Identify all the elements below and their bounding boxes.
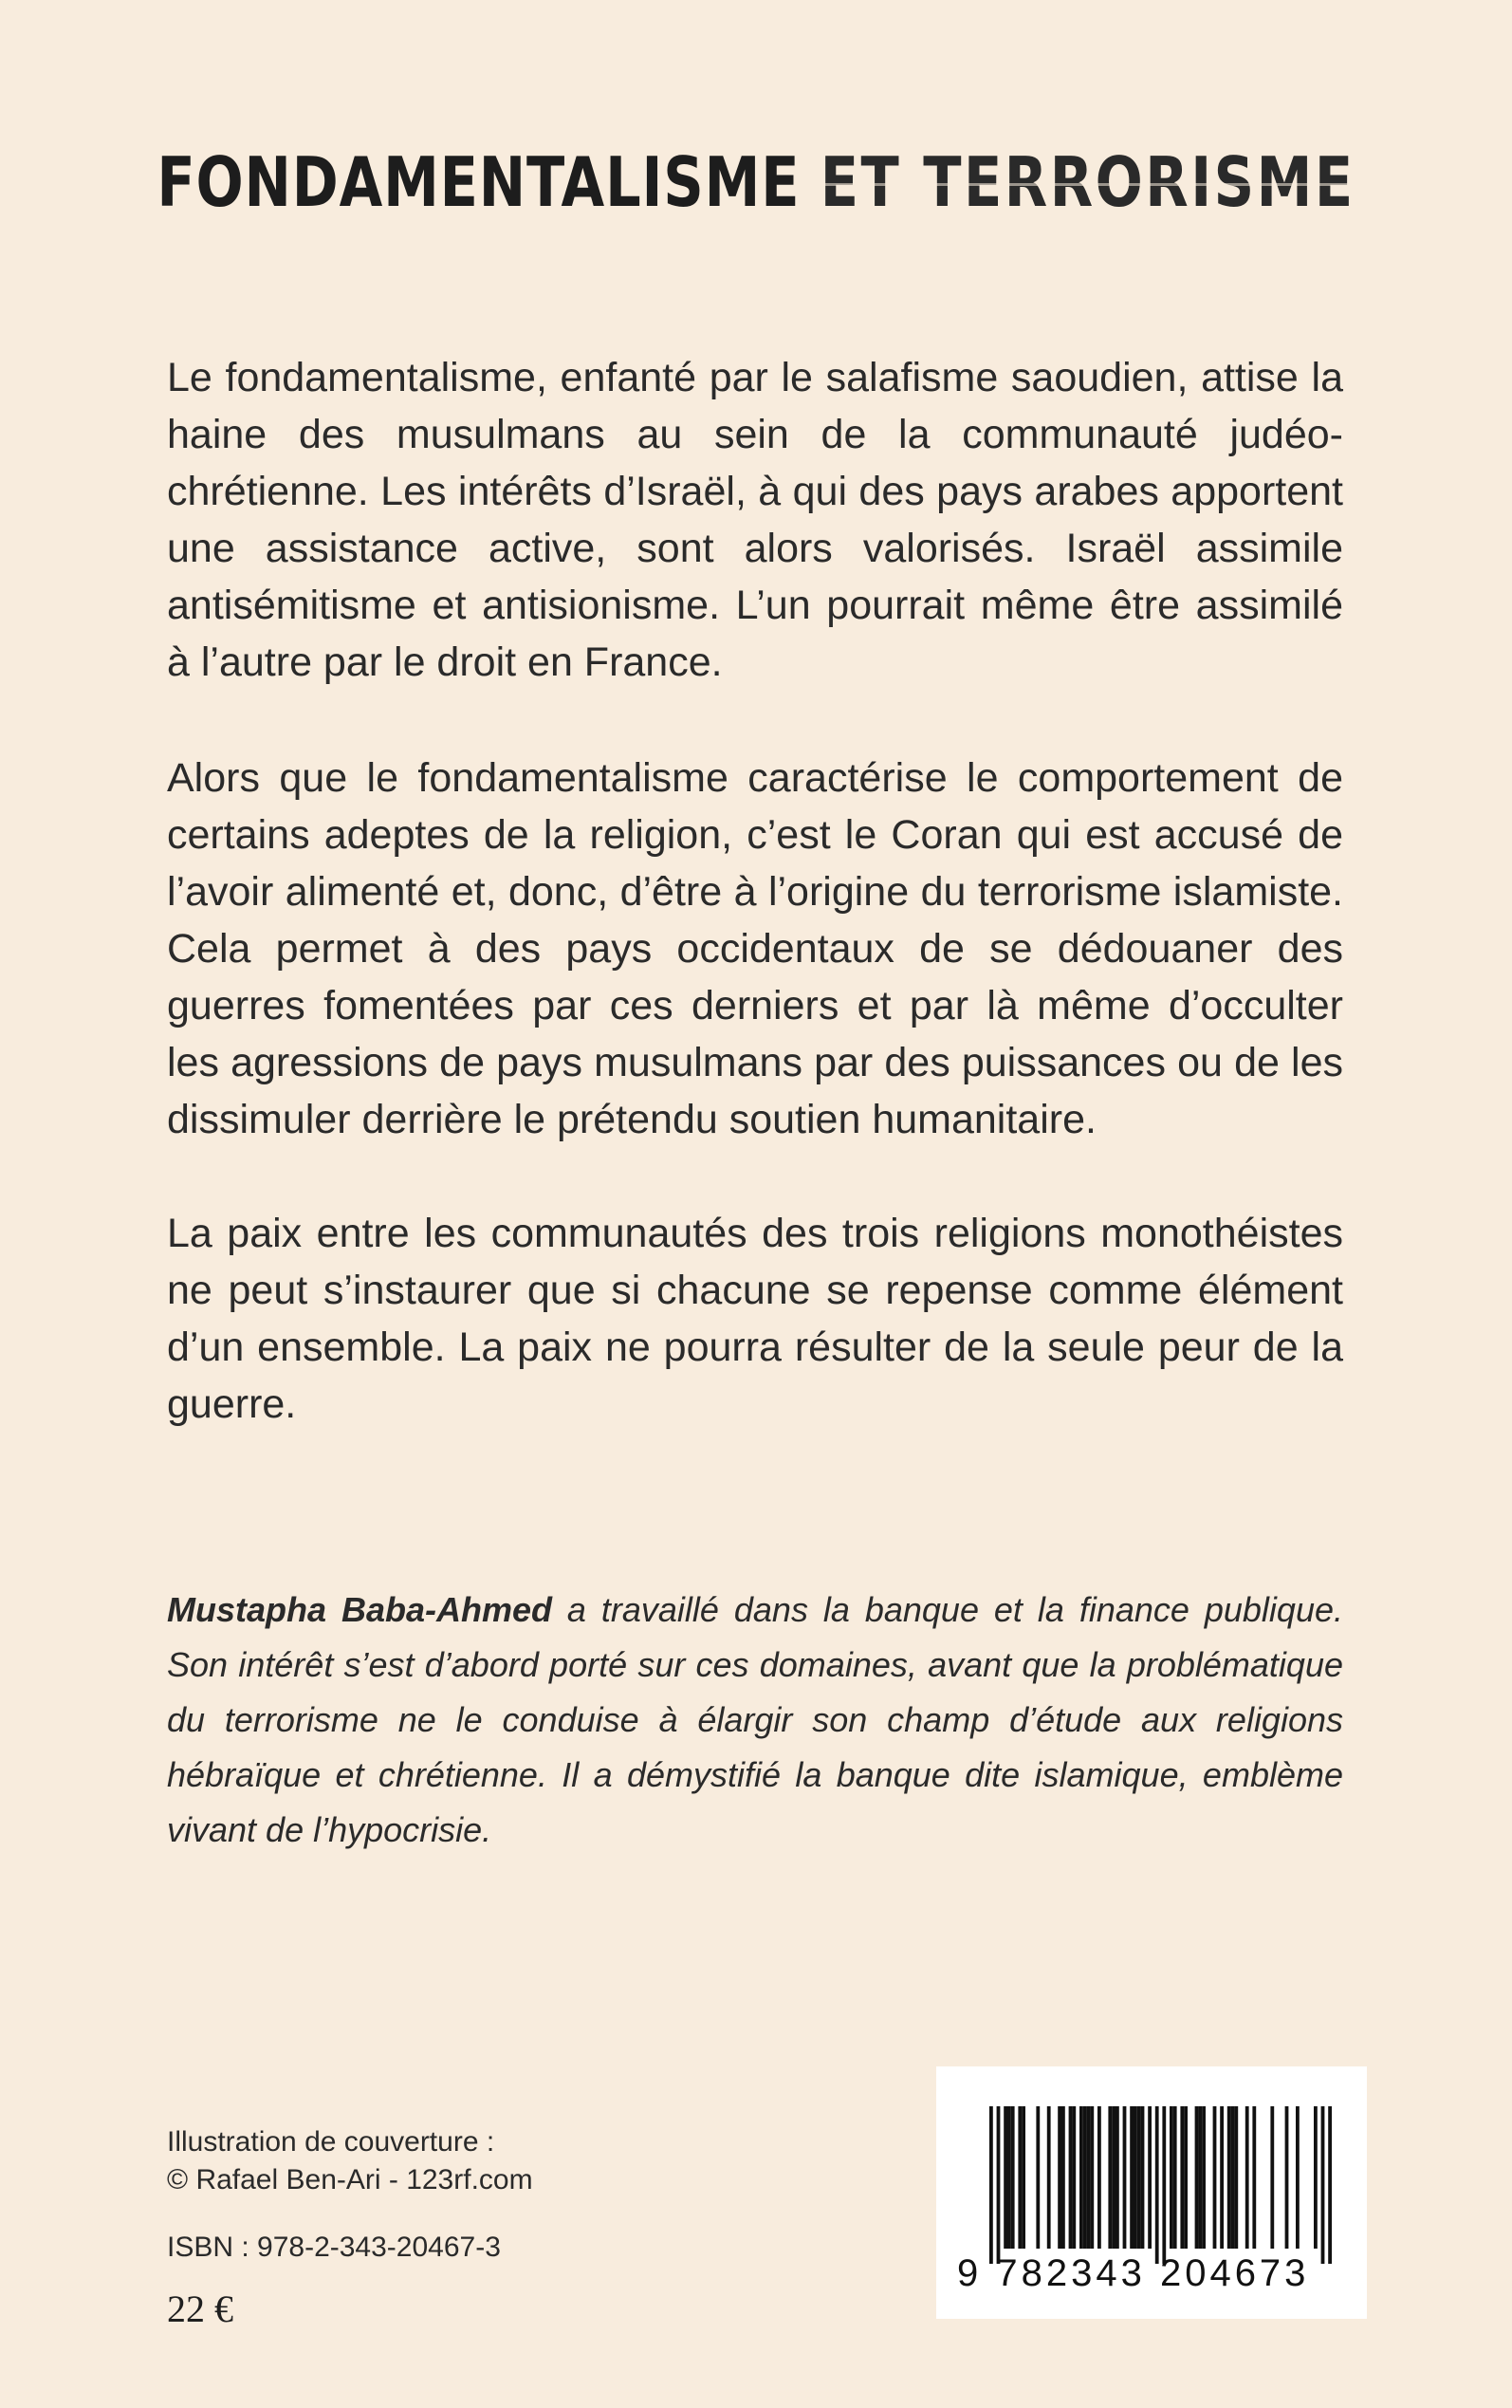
barcode-bar	[1184, 2106, 1188, 2249]
author-name: Mustapha Baba-Ahmed	[167, 1590, 552, 1629]
author-bio-text: a travaillé dans la banque et la finance publique. Son intérêt s’est d’abord porté sur ces domaines, avant que la problématique du terrorisme ne le conduise à élargir son champ d’étude aux religions hébraïque et chrétienne. Il a démystifié la banque dite islamique, emblème vivant de l’hypocrisie.	[167, 1590, 1343, 1849]
barcode-bar	[1285, 2106, 1289, 2249]
barcode-bar	[1148, 2106, 1152, 2249]
barcode-bar	[1180, 2106, 1184, 2249]
barcode-bar	[1116, 2106, 1119, 2249]
barcode-bar	[1155, 2106, 1159, 2264]
barcode-bar	[1004, 2106, 1007, 2249]
barcode-bar	[1245, 2106, 1249, 2249]
barcode-bar	[1234, 2106, 1238, 2249]
barcode-bar	[1202, 2106, 1206, 2249]
barcode-bar	[1072, 2106, 1076, 2249]
barcode-bar	[1047, 2106, 1051, 2249]
barcode-bar	[1112, 2106, 1116, 2249]
title-part-a: FONDAMENTALISME	[157, 142, 801, 222]
barcode-bar	[1123, 2106, 1127, 2249]
illustration-credit	[167, 2123, 533, 2199]
barcode-bar	[1108, 2106, 1112, 2249]
barcode-bar	[997, 2106, 1001, 2264]
barcode-bar	[1011, 2106, 1015, 2249]
barcode-bar	[1170, 2106, 1173, 2249]
barcode-bar	[1321, 2106, 1325, 2264]
barcode-bar	[1173, 2106, 1177, 2249]
barcode-bar	[1137, 2106, 1141, 2249]
title-part-b: ET TERRORISME	[820, 142, 1355, 222]
barcode-bar	[1270, 2106, 1274, 2249]
summary-paragraph-2: Alors que le fondamentalisme caractérise le comportement de certains adeptes de la religion, c’est le Coran qui est accusé de l’avoir alimenté et, donc, d’être à l’origine du terrorisme islamiste. Cela permet à des pays occidentaux de se dédouaner des guerres fomentées par ces derniers et par là même d’occulter les agressions de pays musulmans par des puissances ou de les dissimuler derrière le prétendu soutien humanitaire.	[167, 755, 1343, 1142]
barcode-bar	[1213, 2106, 1217, 2249]
summary-paragraph-1: Le fondamentalisme, enfanté par le salafisme saoudien, attise la haine des musulmans au sein de la communauté judéo-chrétienne. Les intérêts d’Israël, à qui des pays arabes apportent une assistance active, sont alors valorisés. Israël assimile antisémitisme et antisionisme. L’un pourrait même être assimilé à l’autre par le droit en France.	[167, 355, 1343, 685]
isbn: ISBN : 978-2-343-20467-3	[167, 2232, 501, 2263]
barcode-bar	[1134, 2106, 1137, 2249]
barcode-bar	[1018, 2106, 1022, 2249]
barcode-bar	[1314, 2106, 1318, 2249]
barcode-bar	[1061, 2106, 1065, 2249]
barcode-bar	[1227, 2106, 1231, 2249]
barcode-bar	[1141, 2106, 1145, 2249]
barcode-bar	[1252, 2106, 1256, 2249]
book-title	[136, 142, 1375, 222]
barcode-bar	[1231, 2106, 1235, 2249]
barcode-bar	[1058, 2106, 1061, 2249]
barcode-bar	[1007, 2106, 1011, 2249]
barcode	[936, 2066, 1367, 2319]
credit-source: © Rafael Ben-Ari - 123rf.com	[167, 2164, 533, 2195]
barcode-bar	[1296, 2106, 1300, 2249]
summary-paragraph-3: La paix entre les communautés des trois religions monothéistes ne peut s’instaurer que si chacune se repense comme élément d’un ensemble. La paix ne pourra résulter de la seule peur de la guerre.	[167, 1211, 1343, 1427]
barcode-bar	[1097, 2106, 1101, 2249]
barcode-bar	[1022, 2106, 1025, 2249]
barcode-bar	[1328, 2106, 1332, 2264]
barcode-bar	[1090, 2106, 1094, 2249]
barcode-digits: 9 782343 204673	[957, 2252, 1310, 2294]
barcode-bar	[1036, 2106, 1040, 2249]
barcode-bar	[1195, 2106, 1199, 2249]
barcode-bar	[1083, 2106, 1087, 2249]
barcode-bar	[1162, 2106, 1166, 2264]
barcode-bar	[1079, 2106, 1083, 2249]
barcode-bar	[1130, 2106, 1134, 2249]
author-bio	[167, 1583, 1343, 1858]
barcode-bar	[1198, 2106, 1202, 2249]
price: 22 €	[167, 2288, 233, 2330]
barcode-bar	[989, 2106, 993, 2264]
barcode-bar	[1087, 2106, 1091, 2249]
barcode-bar	[1069, 2106, 1073, 2249]
credit-label: Illustration de couverture :	[167, 2126, 495, 2158]
barcode-bar	[1220, 2106, 1224, 2249]
